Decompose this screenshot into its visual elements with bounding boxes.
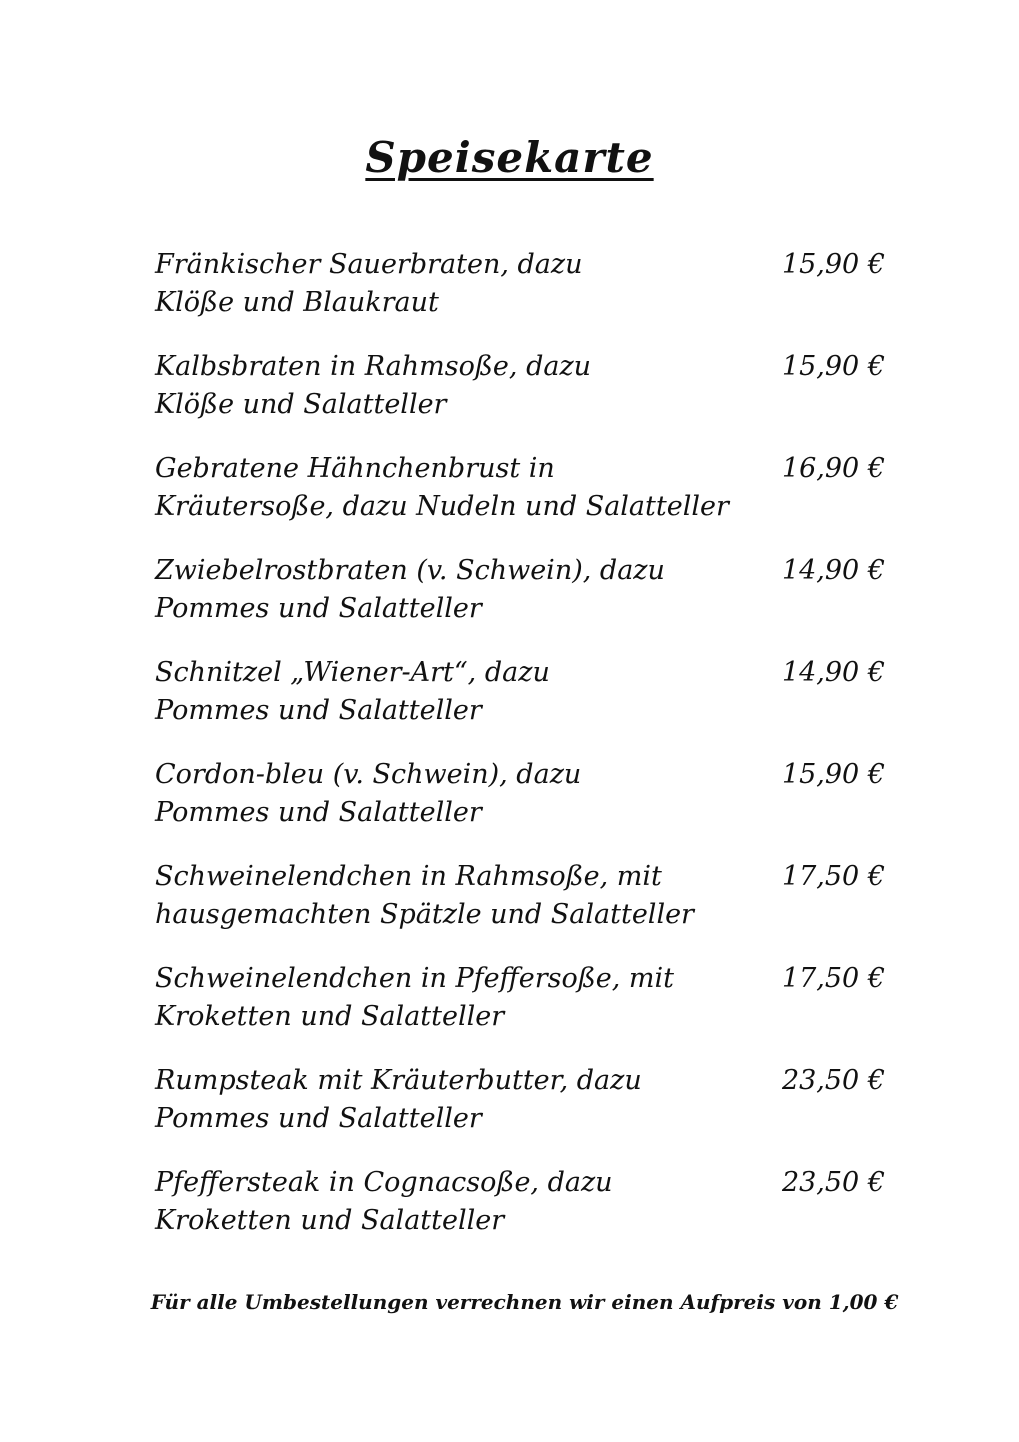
dish-price: 15,90 € (781, 759, 885, 790)
menu-item (155, 450, 885, 552)
dish-price: 15,90 € (781, 249, 885, 280)
dish-side-line: Pommes und Salatteller (155, 695, 482, 726)
menu-item (155, 654, 885, 756)
dish-description (155, 1062, 755, 1138)
dish-side-line: Pommes und Salatteller (155, 1103, 482, 1134)
dish-name-line: Schnitzel „Wiener-Art“, dazu (155, 657, 550, 688)
dish-price: 23,50 € (781, 1167, 885, 1198)
dish-price: 14,90 € (781, 555, 885, 586)
dish-description (155, 654, 755, 730)
dish-side-line: Pommes und Salatteller (155, 593, 482, 624)
dish-name-line: Fränkischer Sauerbraten, dazu (155, 249, 583, 280)
dish-description (155, 348, 755, 424)
menu-list (155, 246, 885, 1266)
menu-item (155, 858, 885, 960)
menu-item (155, 960, 885, 1062)
dish-description (155, 960, 755, 1036)
dish-name-line: Gebratene Hähnchenbrust in (155, 453, 555, 484)
menu-item (155, 246, 885, 348)
menu-item (155, 348, 885, 450)
dish-side-line: Klöße und Salatteller (155, 389, 447, 420)
dish-description (155, 858, 755, 934)
dish-description (155, 1164, 755, 1240)
dish-price: 23,50 € (781, 1065, 885, 1096)
dish-description (155, 552, 755, 628)
dish-description (155, 756, 755, 832)
dish-description (155, 450, 755, 526)
menu-item (155, 756, 885, 858)
dish-price: 16,90 € (781, 453, 885, 484)
dish-side-line: hausgemachten Spätzle und Salatteller (155, 899, 694, 930)
surcharge-note: Für alle Umbestellungen verrechnen wir einen Aufpreis von 1,00 € (150, 1290, 899, 1314)
dish-side-line: Klöße und Blaukraut (155, 287, 439, 318)
menu-item (155, 1062, 885, 1164)
dish-side-line: Pommes und Salatteller (155, 797, 482, 828)
dish-side-line: Kroketten und Salatteller (155, 1001, 505, 1032)
dish-name-line: Zwiebelrostbraten (v. Schwein), dazu (155, 555, 665, 586)
menu-item (155, 552, 885, 654)
dish-name-line: Cordon-bleu (v. Schwein), dazu (155, 759, 582, 790)
dish-side-line: Kräutersoße, dazu Nudeln und Salatteller (155, 491, 729, 522)
dish-name-line: Schweinelendchen in Rahmsoße, mit (155, 861, 662, 892)
dish-name-line: Rumpsteak mit Kräuterbutter, dazu (155, 1065, 642, 1096)
dish-description (155, 246, 755, 322)
dish-name-line: Kalbsbraten in Rahmsoße, dazu (155, 351, 592, 382)
dish-price: 17,50 € (781, 861, 885, 892)
page-title: Speisekarte (365, 133, 654, 182)
dish-price: 17,50 € (781, 963, 885, 994)
dish-price: 15,90 € (781, 351, 885, 382)
dish-price: 14,90 € (781, 657, 885, 688)
dish-side-line: Kroketten und Salatteller (155, 1205, 505, 1236)
dish-name-line: Schweinelendchen in Pfeffersoße, mit (155, 963, 674, 994)
menu-item (155, 1164, 885, 1266)
dish-name-line: Pfeffersteak in Cognacsoße, dazu (155, 1167, 613, 1198)
